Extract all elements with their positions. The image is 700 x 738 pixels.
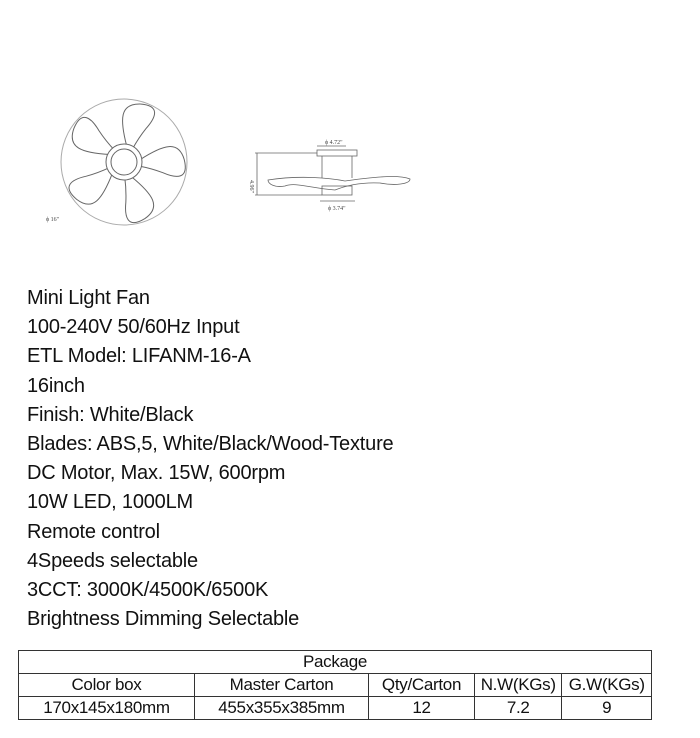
fan-technical-drawing	[0, 80, 700, 240]
spec-list	[27, 284, 393, 634]
header-gross-weight: G.W(KGs)	[562, 674, 652, 697]
header-color-box: Color box	[19, 674, 195, 697]
spec-item: 10W LED, 1000LM	[27, 491, 193, 514]
spec-item: 16inch	[27, 374, 85, 397]
header-qty-carton: Qty/Carton	[369, 674, 475, 697]
spec-item: Mini Light Fan	[27, 287, 150, 309]
spec-item: ETL Model: LIFANM-16-A	[27, 345, 251, 368]
fan-blade	[137, 145, 187, 182]
spec-item: Brightness Dimming Selectable	[27, 608, 300, 631]
cell-net-weight: 7.2	[474, 697, 562, 720]
height-label: 4.96"	[248, 180, 254, 193]
cell-qty-carton: 12	[369, 697, 475, 720]
spec-item: Blades: ABS,5, White/Black/Wood-Texture	[27, 432, 394, 455]
table-title-row	[19, 651, 652, 674]
spec-item: Remote control	[27, 520, 160, 543]
spec-item: DC Motor, Max. 15W, 600rpm	[27, 462, 286, 485]
cell-gross-weight: 9	[562, 697, 652, 720]
spec-item: Finish: White/Black	[27, 403, 194, 426]
spec-item: 100-240V 50/60Hz Input	[27, 316, 240, 339]
cell-master-carton: 455x355x385mm	[194, 697, 368, 720]
front-diameter-label: ϕ 16"	[46, 217, 60, 223]
fan-side-view	[248, 140, 410, 212]
header-master-carton: Master Carton	[194, 674, 368, 697]
spec-item: 3CCT: 3000K/4500K/6500K	[27, 578, 269, 601]
table-row	[19, 697, 652, 720]
canopy-diameter-label: ϕ 4.72"	[325, 140, 343, 146]
spec-item: 4Speeds selectable	[27, 549, 198, 572]
fan-front-view	[46, 99, 187, 226]
package-title: Package	[19, 651, 652, 674]
motor-diameter-label: ϕ 3.74"	[328, 206, 346, 212]
package-table	[18, 650, 652, 720]
cell-color-box: 170x145x180mm	[19, 697, 195, 720]
table-header-row	[19, 674, 652, 697]
header-net-weight: N.W(KGs)	[474, 674, 562, 697]
